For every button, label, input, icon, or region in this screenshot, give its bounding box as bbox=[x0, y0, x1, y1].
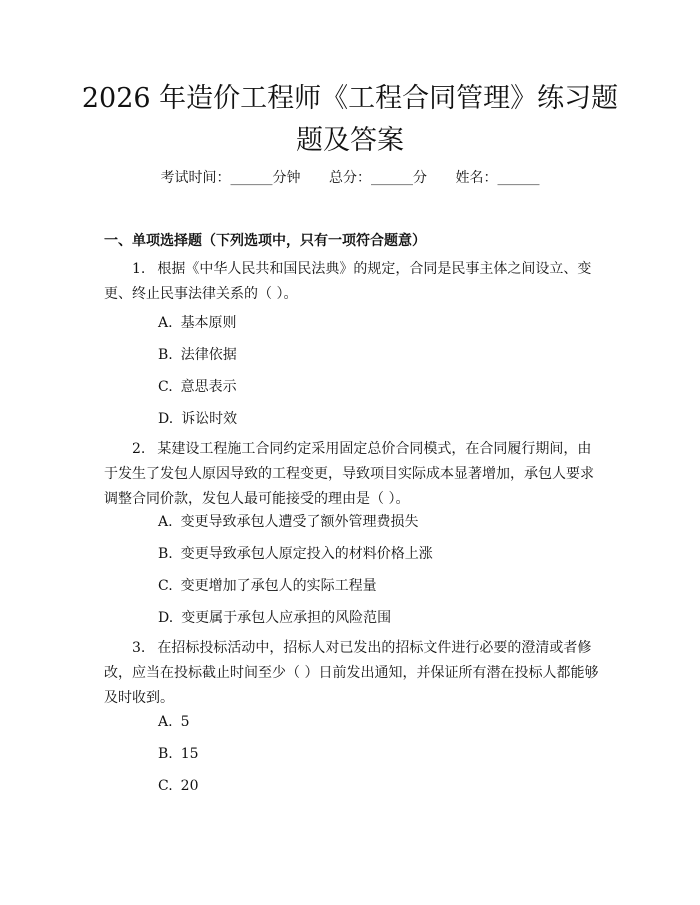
option-1d bbox=[158, 409, 237, 429]
option-2c bbox=[158, 576, 377, 596]
option-letter: D. bbox=[158, 610, 174, 626]
option-letter: D. bbox=[158, 411, 174, 427]
question-2 bbox=[104, 437, 600, 512]
option-letter: C. bbox=[158, 778, 173, 794]
option-1b bbox=[158, 345, 237, 365]
option-text: 意思表示 bbox=[180, 379, 237, 395]
option-text: 5 bbox=[180, 714, 190, 730]
option-1c bbox=[158, 377, 237, 397]
page-title bbox=[0, 78, 700, 162]
option-2b bbox=[158, 544, 433, 564]
option-3b bbox=[158, 744, 199, 764]
question-text: 某建设工程施工合同约定采用固定总价合同模式，在合同履行期间，由于发生了发包人原因导致的工程变更，导致项目实际成本显著增加，承包人要求调整合同价款，发包人最可能接受的理由是（ ）。 bbox=[104, 441, 594, 507]
option-letter: B. bbox=[158, 347, 173, 363]
option-text: 变更导致承包人遭受了额外管理费损失 bbox=[180, 514, 419, 530]
option-text: 变更增加了承包人的实际工程量 bbox=[180, 578, 377, 594]
option-letter: C. bbox=[158, 379, 173, 395]
option-text: 诉讼时效 bbox=[181, 411, 238, 427]
question-3 bbox=[104, 636, 600, 711]
option-text: 法律依据 bbox=[180, 347, 237, 363]
question-number: 1. bbox=[132, 261, 146, 277]
option-letter: C. bbox=[158, 578, 173, 594]
section-heading: 一、单项选择题（下列选项中，只有一项符合题意） bbox=[104, 233, 426, 249]
option-text: 变更属于承包人应承担的风险范围 bbox=[181, 610, 392, 626]
question-1 bbox=[104, 257, 600, 307]
option-letter: A. bbox=[158, 315, 173, 331]
option-2a bbox=[158, 512, 419, 532]
exam-score: 总分：______分 bbox=[329, 170, 427, 186]
option-letter: A. bbox=[158, 514, 173, 530]
option-2d bbox=[158, 608, 391, 628]
question-number: 2. bbox=[132, 441, 146, 457]
option-3a bbox=[158, 712, 189, 732]
option-text: 15 bbox=[180, 746, 199, 762]
option-letter: B. bbox=[158, 746, 173, 762]
question-text: 在招标投标活动中，招标人对已发出的招标文件进行必要的澄清或者修改，应当在投标截止时间至少（ ）日前发出通知，并保证所有潜在投标人都能够及时收到。 bbox=[104, 640, 599, 706]
option-text: 基本原则 bbox=[180, 315, 237, 331]
title-line-2: 题及答案 bbox=[296, 125, 404, 156]
option-letter: B. bbox=[158, 546, 173, 562]
option-text: 20 bbox=[180, 778, 199, 794]
exam-name: 姓名：______ bbox=[455, 170, 540, 186]
title-line-1: 2026 年造价工程师《工程合同管理》练习题 bbox=[81, 83, 619, 114]
option-1a bbox=[158, 313, 237, 333]
option-letter: A. bbox=[158, 714, 173, 730]
option-3c bbox=[158, 776, 199, 796]
question-text: 根据《中华人民共和国民法典》的规定，合同是民事主体之间设立、变更、终止民事法律关系的（ ）。 bbox=[104, 261, 592, 302]
question-number: 3. bbox=[132, 640, 146, 656]
exam-time: 考试时间：______分钟 bbox=[160, 170, 301, 186]
option-text: 变更导致承包人原定投入的材料价格上涨 bbox=[180, 546, 433, 562]
exam-meta bbox=[0, 168, 700, 188]
